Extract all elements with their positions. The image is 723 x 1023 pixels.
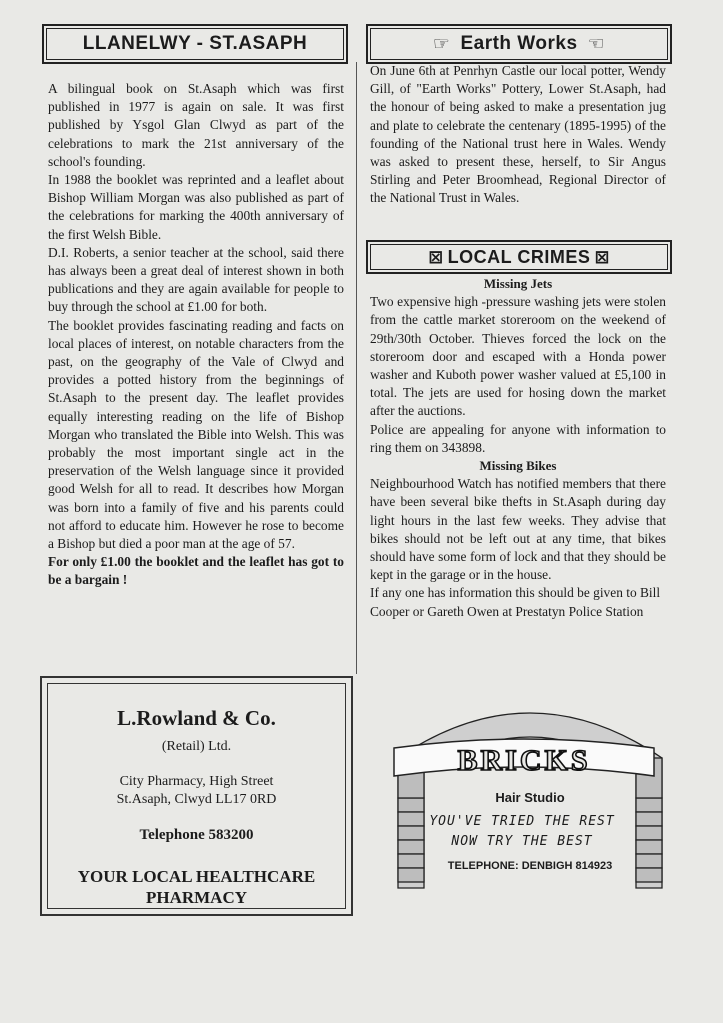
article-paragraph: In 1988 the booklet was reprinted and a leaflet about Bishop William Morgan was also published as part of the celebrations for marking the 400th anniversary of the first Welsh Bible. [48, 172, 344, 242]
llanelwy-title-box [42, 24, 348, 64]
article-paragraph: Two expensive high -pressure washing jets were stolen from the cattle market storeroom on the weekend of 29th/30th October. Thieves forced the lock on the storeroom door and escaped with a Honda power washer and Kuboth power washer valued at £5,100 in total. The jets are used for hosing down the market after the auctions. [370, 294, 666, 419]
pharmacy-advert [40, 676, 353, 916]
local-crimes-title-box [366, 240, 672, 274]
earth-works-title: Earth Works [460, 33, 578, 54]
bricks-advert [380, 688, 680, 918]
pharmacy-address-line2: St.Asaph, Clwyd LL17 0RD [116, 792, 277, 807]
pharmacy-tagline: YOUR LOCAL HEALTHCARE PHARMACY [77, 867, 316, 907]
earth-works-title-box [366, 24, 672, 64]
llanelwy-article [48, 80, 344, 590]
bricks-logo [390, 736, 658, 780]
column-divider [356, 62, 357, 674]
llanelwy-title: LLANELWY - ST.ASAPH [82, 33, 308, 54]
pharmacy-address-line1: City Pharmacy, High Street [119, 774, 274, 789]
article-paragraph: Neighbourhood Watch has notified members that there have been several bike thefts in St.Asaph during day light hours in the last few weeks. They advise that bikes should not be left out at any time, that bikes should have some form of lock and that they should be kept in the garage or in the house. [370, 476, 666, 583]
pharmacy-subtitle: (Retail) Ltd. [161, 739, 232, 754]
article-paragraph: A bilingual book on St.Asaph which was first published in 1977 is again on sale. It was first published by Ysgol Glan Clwyd as part of the celebrations to mark the 21st anniversary of the school's founding. [48, 81, 344, 169]
bricks-slogan-line2: NOW TRY THE BEST [451, 834, 593, 849]
pointing-hand-left-icon: ☜ [587, 33, 606, 55]
missing-jets-heading: Missing Jets [483, 276, 553, 291]
pharmacy-advert-inner-border [47, 683, 346, 909]
pointing-hand-right-icon: ☞ [432, 33, 451, 55]
article-paragraph: Police are appealing for anyone with information to ring them on 343898. [370, 421, 666, 455]
local-crimes-title: LOCAL CRIMES [447, 246, 591, 267]
missing-bikes-heading: Missing Bikes [479, 458, 557, 474]
pharmacy-telephone: Telephone 583200 [139, 827, 254, 843]
earth-works-text: On June 6th at Penrhyn Castle our local potter, Wendy Gill, of "Earth Works" Pottery, Lower St.Asaph, had the honour of being asked to make a presentation jug and plate to celebrate the centenary (1895-1995) of the founding of the National trust here in Wales. Wendy was asked to present these, herself, to Sir Angus Stirling and Peter Broomhead, Regional Director of the National Trust in Wales. [370, 63, 666, 206]
bricks-slogan-line1: YOU'VE TRIED THE REST [429, 814, 615, 829]
bricks-telephone: TELEPHONE: DENBIGH 814923 [447, 860, 613, 872]
local-crimes-article [370, 275, 666, 621]
article-paragraph: If any one has information this should be given to Bill Cooper or Gareth Owen at Prestatyn Police Station [370, 585, 661, 619]
pharmacy-name: L.Rowland & Co. [117, 706, 276, 730]
boxed-x-icon: ⊠ [428, 246, 444, 267]
article-paragraph: D.I. Roberts, a senior teacher at the school, said there has always been a great deal of interest shown in both publications and they are again available for people to buy through the school at £1.00 for both. [48, 244, 344, 315]
article-paragraph: The booklet provides fascinating reading and facts on local places of interest, on notable characters from the past, on the geography of the Vale of Clwyd and provides a potted history from the beginnings of St.Asaph to the present day. The leaflet provides equally interesting reading on the life of Bishop Morgan who translated the Bible into Welsh. This was probably the most important single act in the preservation of the Welsh language since it provided good Welsh for all to read. It describes how Morgan was born into a family of five and his parents could not afford to educate him. However he rose to become a Bishop but died a poor man at the age of 57. [48, 317, 344, 552]
bricks-studio-label: Hair Studio [495, 790, 565, 805]
article-closing: For only £1.00 the booklet and the leaflet has got to be a bargain ! [48, 554, 344, 588]
bricks-logo-text: BRICKS [457, 744, 591, 777]
earth-works-article [370, 62, 666, 208]
boxed-x-icon: ⊠ [594, 246, 610, 267]
